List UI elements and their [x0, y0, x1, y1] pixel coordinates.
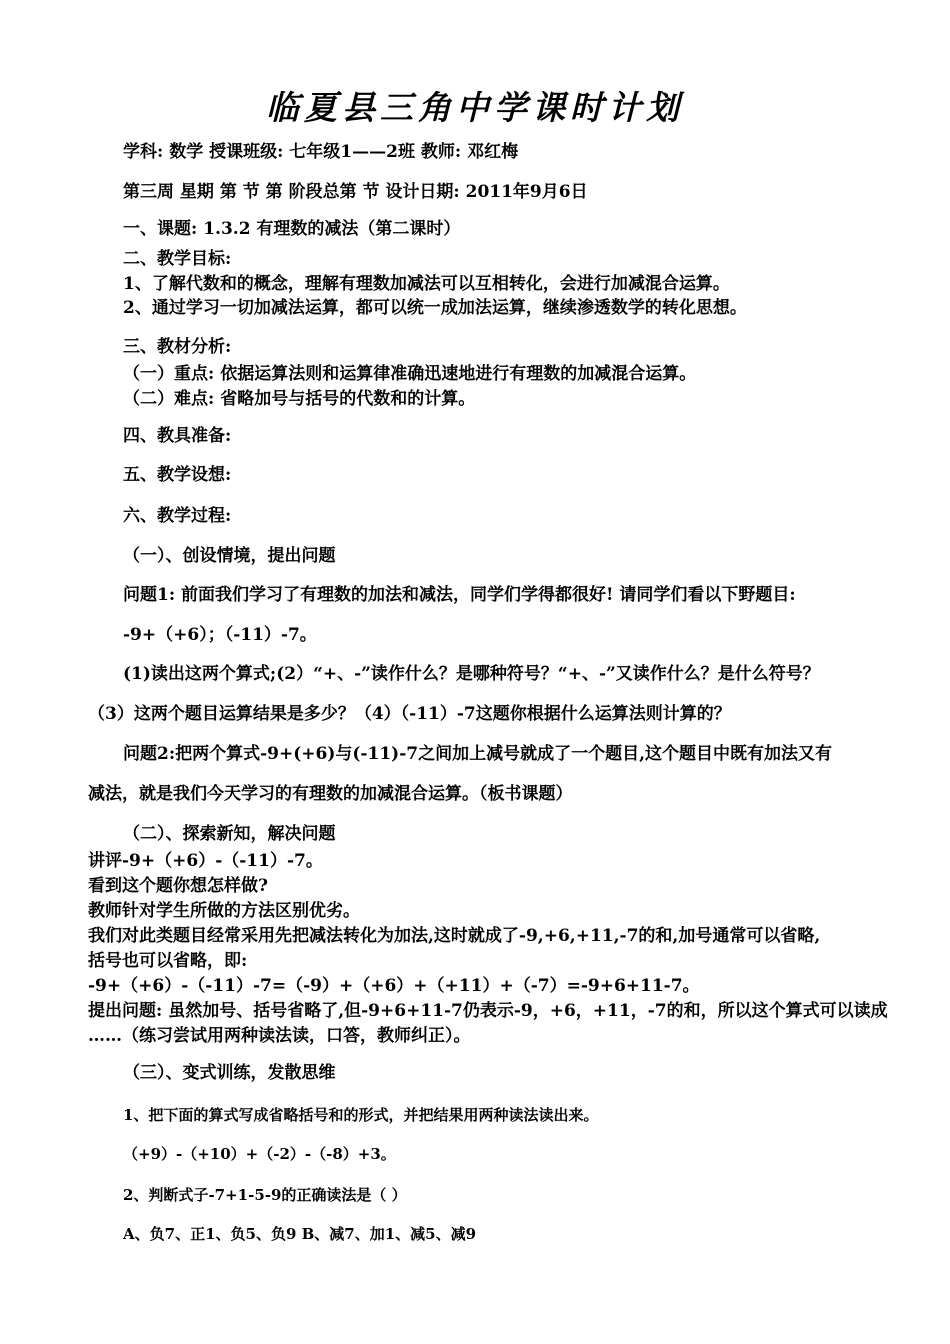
part2-line-6: -9+（+6）-（-11）-7=（-9）+（+6）+（+11）+（-7）=-9+6+11-7。 [88, 976, 700, 996]
design-heading: 五、教学设想: [123, 465, 232, 485]
question-1-sub-b: （3）这两个题目运算结果是多少？（4）（-11）-7这题你根据什么运算法则计算的？ [88, 704, 731, 724]
key-point: （一）重点: 依据运算法则和运算律准确迅速地进行有理数的加减混合运算。 [123, 364, 697, 384]
part2-heading: （二）、探索新知，解决问题 [123, 824, 336, 844]
part2-line-5: 括号也可以省略，即: [88, 951, 248, 971]
part2-line-4: 我们对此类题目经常采用先把减法转化为加法,这时就成了-9,+6,+11,-7的和,加号通常可以省略, [88, 926, 821, 946]
question-1-expression: -9+（+6）；（-11）-7。 [123, 625, 317, 645]
exercise-2: 2、判断式子-7+1-5-9的正确读法是（ ） [123, 1186, 407, 1204]
process-heading: 六、教学过程: [123, 506, 232, 526]
part2-line-1: 讲评-9+（+6）-（-11）-7。 [88, 851, 323, 871]
exercise-2-options: A、负7、正1、负5、负9 B、减7、加1、减5、减9 [123, 1225, 477, 1243]
part2-line-7: 提出问题: 虽然加号、括号省略了,但-9+6+11-7仍表示-9，+6，+11，-7的和，所以这个算式可以读成 [88, 1001, 888, 1021]
exercise-1: 1、把下面的算式写成省略括号和的形式，并把结果用两种读法读出来。 [123, 1106, 599, 1124]
tools-heading: 四、教具准备: [123, 426, 232, 446]
difficult-point: （二）难点: 省略加号与括号的代数和的计算。 [123, 389, 476, 409]
goal-2: 2、通过学习一切加减法运算，都可以统一成加法运算，继续渗透数学的转化思想。 [123, 298, 747, 318]
goal-1: 1、了解代数和的概念，理解有理数加减法可以互相转化，会进行加减混合运算。 [123, 274, 730, 294]
exercise-1-expression: （+9）-（+10）+（-2）-（-8）+3。 [123, 1145, 396, 1163]
part2-line-8: ……（练习尝试用两种读法读，口答，教师纠正）。 [88, 1026, 471, 1046]
subject-line: 学科: 数学 授课班级: 七年级1——2班 教师: 邓红梅 [123, 142, 519, 162]
page-title: 临夏县三角中学课时计划 [266, 88, 684, 127]
analysis-heading: 三、教材分析: [123, 337, 232, 357]
part1-heading: （一）、创设情境，提出问题 [123, 546, 336, 566]
question-2-line-b: 减法，就是我们今天学习的有理数的加减混合运算。（板书课题） [88, 784, 573, 804]
part2-line-3: 教师针对学生所做的方法区别优劣。 [88, 901, 360, 921]
question-1-sub-a: (1)读出这两个算式;(2）“+、-”读作什么？是哪种符号？“+、-”又读作什么？是什么符号？ [123, 664, 820, 684]
question-1: 问题1: 前面我们学习了有理数的加法和减法，同学们学得都很好! 请同学们看以下野题目: [123, 585, 796, 605]
topic-heading: 一、课题: 1.3.2 有理数的减法（第二课时） [123, 219, 461, 239]
goals-heading: 二、教学目标: [123, 249, 232, 269]
part3-heading: （三）、变式训练，发散思维 [123, 1063, 336, 1083]
schedule-line: 第三周 星期 第 节 第 阶段总第 节 设计日期: 2011年9月6日 [123, 182, 588, 202]
question-2-line-a: 问题2:把两个算式-9+(+6)与(-11)-7之间加上减号就成了一个题目,这个题目中既有加法又有 [123, 744, 832, 764]
part2-line-2: 看到这个题你想怎样做? [88, 876, 268, 896]
